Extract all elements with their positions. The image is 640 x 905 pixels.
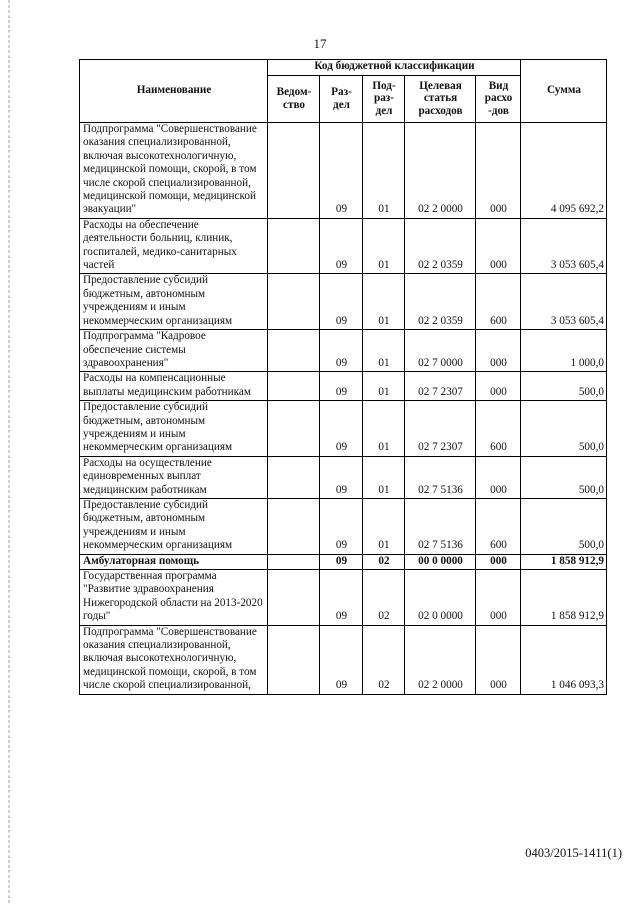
row-target-article: 02 2 0359 [405, 274, 476, 330]
row-expense-type: 000 [476, 372, 521, 401]
row-subsection: 01 [363, 218, 405, 274]
row-subsection: 01 [363, 498, 405, 554]
row-ministry [268, 554, 320, 569]
row-subsection: 01 [363, 274, 405, 330]
row-section: 09 [320, 372, 363, 401]
row-section: 09 [320, 274, 363, 330]
row-amount: 500,0 [521, 372, 607, 401]
row-amount: 3 053 605,4 [521, 274, 607, 330]
row-expense-type: 000 [476, 456, 521, 498]
row-expense-type: 000 [476, 554, 521, 569]
row-target-article: 02 0 0000 [405, 570, 476, 626]
row-target-article: 02 7 0000 [405, 330, 476, 372]
row-name: Государственная программа "Развитие здравоохранения Нижегородской области на 2013-2020 годы" [80, 570, 268, 626]
row-target-article: 02 2 0000 [405, 123, 476, 219]
row-subsection: 01 [363, 401, 405, 457]
row-section: 09 [320, 401, 363, 457]
scan-edge [8, 0, 10, 905]
row-subsection: 02 [363, 554, 405, 569]
row-expense-type: 600 [476, 401, 521, 457]
header-section: Раз-дел [320, 76, 363, 123]
row-expense-type: 000 [476, 330, 521, 372]
table-row [80, 123, 607, 219]
header-classification-code: Код бюджетной классификации [268, 60, 521, 76]
table-row [80, 218, 607, 274]
row-section: 09 [320, 218, 363, 274]
row-name: Расходы на обеспечение деятельности больниц, клиник, госпиталей, медико-санитарных частей [80, 218, 268, 274]
row-name: Подпрограмма "Совершенствование оказания специализированной, включая высокотехнологичную, медицинской помощи, скорой, в том числе скорой специализированной, медицинской помощи, медицинской эвакуации" [80, 123, 268, 219]
row-amount: 3 053 605,4 [521, 218, 607, 274]
row-ministry [268, 570, 320, 626]
row-target-article: 02 7 2307 [405, 372, 476, 401]
header-expense-type: Вид расхо -дов [476, 76, 521, 123]
row-name: Расходы на компенсационные выплаты медицинским работникам [80, 372, 268, 401]
row-ministry [268, 498, 320, 554]
header-target-article: Целевая статья расходов [405, 76, 476, 123]
row-name: Предоставление субсидий бюджетным, автономным учреждениям и иным некоммерческим организациям [80, 401, 268, 457]
row-amount: 1 046 093,3 [521, 625, 607, 694]
row-section: 09 [320, 456, 363, 498]
row-section: 09 [320, 498, 363, 554]
row-ministry [268, 330, 320, 372]
row-ministry [268, 401, 320, 457]
row-amount: 500,0 [521, 498, 607, 554]
page-number: 17 [313, 36, 327, 51]
row-expense-type: 000 [476, 123, 521, 219]
row-section: 09 [320, 554, 363, 569]
table-row [80, 401, 607, 457]
row-name: Подпрограмма "Совершенствование оказания специализированной, включая высокотехнологичную, медицинской помощи, скорой, в том числе скорой специализированной, [80, 625, 268, 694]
row-section: 09 [320, 123, 363, 219]
table-row [80, 274, 607, 330]
row-amount: 1 858 912,9 [521, 570, 607, 626]
row-ministry [268, 625, 320, 694]
row-ministry [268, 123, 320, 219]
row-subsection: 02 [363, 570, 405, 626]
row-name: Амбулаторная помощь [80, 554, 268, 569]
row-target-article: 02 7 5136 [405, 456, 476, 498]
header-ministry: Ведом-ство [268, 76, 320, 123]
table-row [80, 554, 607, 569]
row-subsection: 01 [363, 330, 405, 372]
row-ministry [268, 456, 320, 498]
row-ministry [268, 372, 320, 401]
budget-table [79, 59, 607, 695]
table-row [80, 330, 607, 372]
row-target-article: 02 7 5136 [405, 498, 476, 554]
row-name: Предоставление субсидий бюджетным, автономным учреждениям и иным некоммерческим организациям [80, 274, 268, 330]
row-ministry [268, 274, 320, 330]
row-expense-type: 000 [476, 625, 521, 694]
table-row [80, 625, 607, 694]
document-code: 0403/2015-1411(1) [525, 846, 622, 860]
row-target-article: 02 2 0000 [405, 625, 476, 694]
row-target-article: 02 2 0359 [405, 218, 476, 274]
row-subsection: 01 [363, 123, 405, 219]
row-expense-type: 600 [476, 274, 521, 330]
table-body [80, 123, 607, 695]
row-section: 09 [320, 570, 363, 626]
row-name: Предоставление субсидий бюджетным, автономным учреждениям и иным некоммерческим организациям [80, 498, 268, 554]
header-amount: Сумма [521, 60, 607, 123]
row-target-article: 00 0 0000 [405, 554, 476, 569]
header-subsection: Под-раз-дел [363, 76, 405, 123]
row-amount: 500,0 [521, 401, 607, 457]
table-row [80, 498, 607, 554]
row-amount: 1 858 912,9 [521, 554, 607, 569]
row-subsection: 01 [363, 372, 405, 401]
row-name: Подпрограмма "Кадровое обеспечение системы здравоохранения" [80, 330, 268, 372]
row-amount: 1 000,0 [521, 330, 607, 372]
row-amount: 4 095 692,2 [521, 123, 607, 219]
row-expense-type: 000 [476, 218, 521, 274]
table-row [80, 456, 607, 498]
row-subsection: 01 [363, 456, 405, 498]
row-section: 09 [320, 625, 363, 694]
row-expense-type: 600 [476, 498, 521, 554]
row-ministry [268, 218, 320, 274]
row-name: Расходы на осуществление единовременных выплат медицинским работникам [80, 456, 268, 498]
row-section: 09 [320, 330, 363, 372]
row-expense-type: 000 [476, 570, 521, 626]
table-row [80, 372, 607, 401]
row-amount: 500,0 [521, 456, 607, 498]
header-name: Наименование [80, 60, 268, 123]
row-subsection: 02 [363, 625, 405, 694]
row-target-article: 02 7 2307 [405, 401, 476, 457]
table-row [80, 570, 607, 626]
